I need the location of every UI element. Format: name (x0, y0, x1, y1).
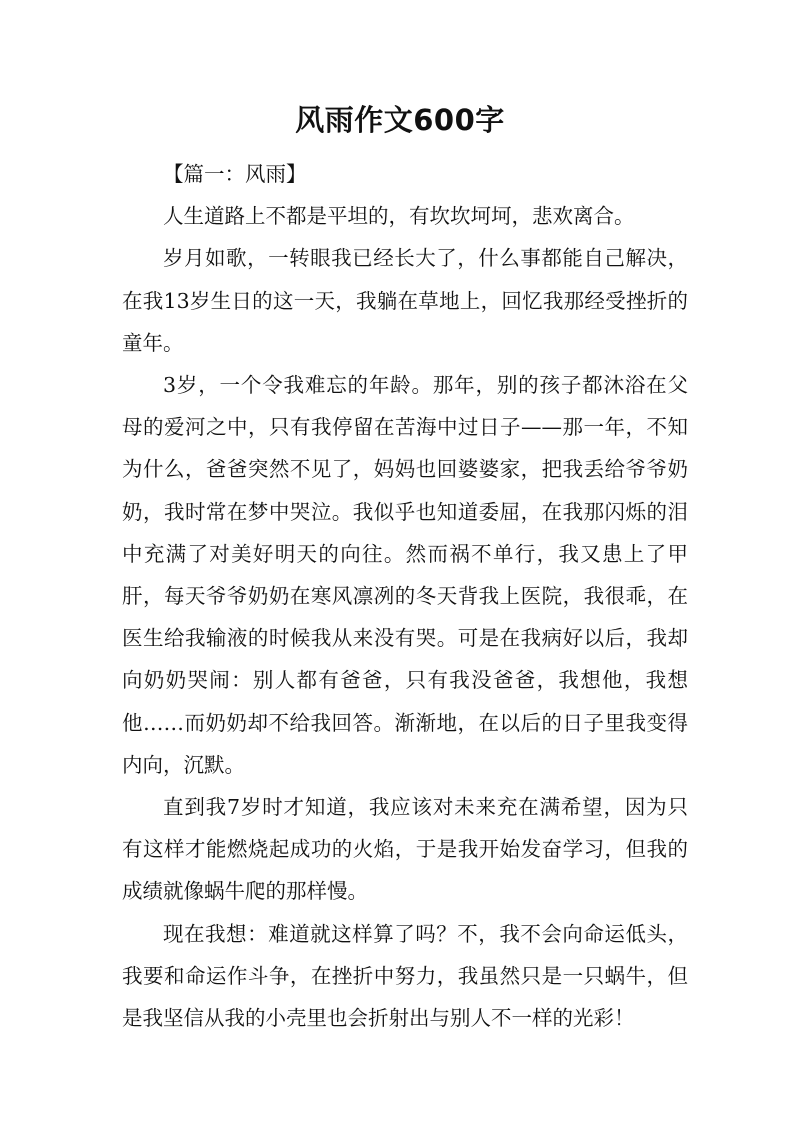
paragraph: 岁月如歌，一转眼我已经长大了，什么事都能自己解决，在我13岁生日的这一天，我躺在草地上，回忆我那经受挫折的童年。 (122, 246, 688, 355)
paragraph: 人生道路上不都是平坦的，有坎坎坷坷，悲欢离合。 (163, 204, 635, 229)
document-body (122, 153, 688, 1039)
document-title: 风雨作文600字 (295, 103, 505, 137)
section-heading: 【篇一：风雨】 (163, 162, 307, 186)
paragraph: 3岁，一个令我难忘的年龄。那年，别的孩子都沐浴在父母的爱河之中，只有我停留在苦海中过日子——那一年，不知为什么，爸爸突然不见了，妈妈也回婆婆家，把我丢给爷爷奶奶，我时常在梦中哭泣。我似乎也知道委屈，在我那闪烁的泪中充满了对美好明天的向往。然而祸不单行，我又患上了甲肝，每天爷爷奶奶在寒风凛冽的冬天背我上医院，我很乖，在医生给我输液的时候我从来没有哭。可是在我病好以后，我却向奶奶哭闹：别人都有爸爸，只有我没爸爸，我想他，我想他……而奶奶却不给我回答。渐渐地，在以后的日子里我变得内向，沉默。 (122, 373, 688, 777)
paragraph: 直到我7岁时才知道，我应该对未来充在满希望，因为只有这样才能燃烧起成功的火焰，于是我开始发奋学习，但我的成绩就像蜗牛爬的那样慢。 (122, 795, 688, 904)
paragraph: 现在我想：难道就这样算了吗？不，我不会向命运低头，我要和命运作斗争，在挫折中努力，我虽然只是一只蜗牛，但是我坚信从我的小壳里也会折射出与别人不一样的光彩！ (122, 921, 688, 1031)
